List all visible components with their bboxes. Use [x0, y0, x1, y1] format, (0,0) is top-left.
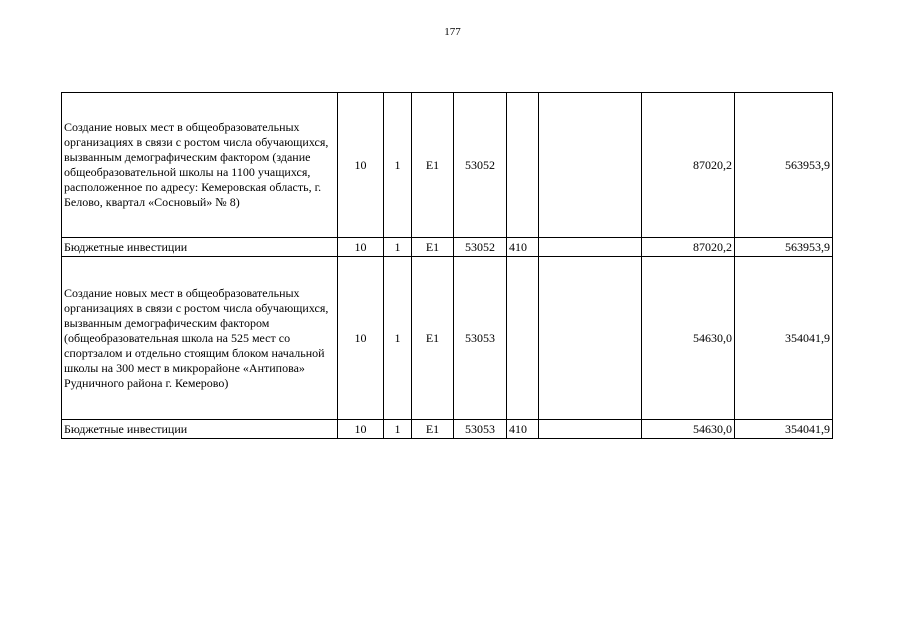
- row-name: Создание новых мест в общеобразовательных организациях в связи с ростом числа обучающихся, вызванным демографическим фактором (общеобразовательная школа на 525 мест со спортзалом и отдельно стоящим блоком начальной школы на 300 мест в микрорайоне «Антипова» Рудничного района г. Кемерово): [62, 257, 338, 420]
- row-name: Бюджетные инвестиции: [62, 420, 338, 439]
- row-value-2: 563953,9: [735, 93, 833, 238]
- row-section: 10: [338, 238, 384, 257]
- row-expense-type: [507, 257, 539, 420]
- row-program: E1: [412, 257, 454, 420]
- row-expense-type: 410: [507, 420, 539, 439]
- table-row: [62, 238, 833, 257]
- row-subsection: 1: [384, 93, 412, 238]
- row-subsection: 1: [384, 420, 412, 439]
- row-expense-type: 410: [507, 238, 539, 257]
- table-row: [62, 257, 833, 420]
- row-name: Создание новых мест в общеобразовательных организациях в связи с ростом числа обучающихся, вызванным демографическим фактором (здание общеобразовательной школы на 1100 учащихся, расположенное по адресу: Кемеровская область, г. Белово, квартал «Сосновый» № 8): [62, 93, 338, 238]
- row-direction: 53053: [454, 420, 507, 439]
- row-program: E1: [412, 420, 454, 439]
- row-value-1: 87020,2: [642, 238, 735, 257]
- row-direction: 53053: [454, 257, 507, 420]
- row-value-1: 54630,0: [642, 257, 735, 420]
- row-program: E1: [412, 238, 454, 257]
- row-section: 10: [338, 420, 384, 439]
- row-expense-type: [507, 93, 539, 238]
- row-section: 10: [338, 257, 384, 420]
- row-subsection: 1: [384, 257, 412, 420]
- row-subsection: 1: [384, 238, 412, 257]
- page-number: 177: [444, 26, 461, 38]
- row-empty-col: [539, 238, 642, 257]
- row-empty-col: [539, 420, 642, 439]
- row-empty-col: [539, 93, 642, 238]
- table-row: [62, 93, 833, 238]
- row-value-2: 354041,9: [735, 257, 833, 420]
- row-value-1: 87020,2: [642, 93, 735, 238]
- row-value-1: 54630,0: [642, 420, 735, 439]
- table-row: [62, 420, 833, 439]
- budget-table: [61, 92, 833, 439]
- row-value-2: 354041,9: [735, 420, 833, 439]
- row-program: E1: [412, 93, 454, 238]
- row-empty-col: [539, 257, 642, 420]
- row-section: 10: [338, 93, 384, 238]
- row-value-2: 563953,9: [735, 238, 833, 257]
- row-name: Бюджетные инвестиции: [62, 238, 338, 257]
- row-direction: 53052: [454, 93, 507, 238]
- row-direction: 53052: [454, 238, 507, 257]
